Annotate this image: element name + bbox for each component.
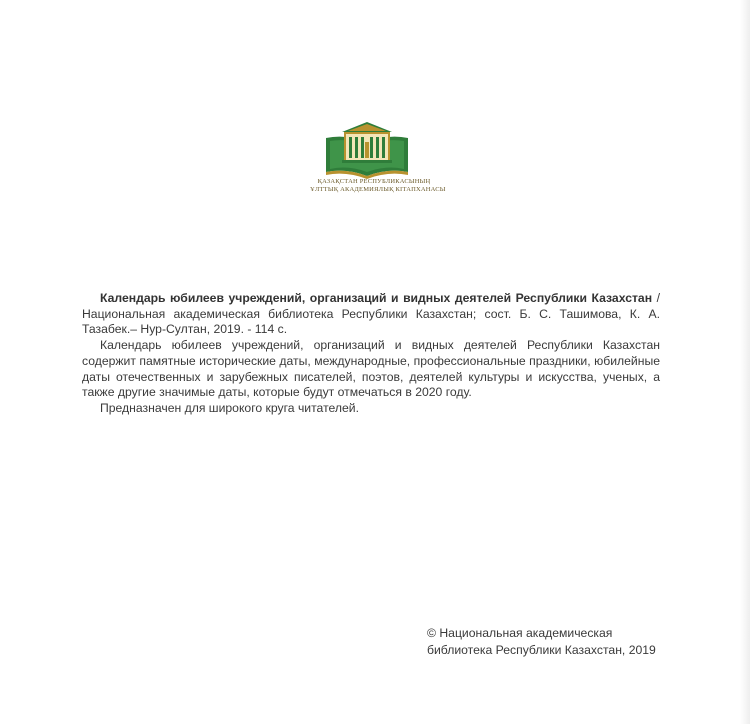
book-title: Календарь юбилеев учреждений, организаций и видных деятелей Республики Казахстан [100,291,653,305]
logo-caption [310,178,446,194]
copyright-notice [427,625,687,659]
library-book-emblem-icon [322,118,412,180]
page-edge-shadow [740,0,750,724]
copyright-line-2: библиотека Республики Казахстан, 2019 [427,643,656,657]
book-audience: Предназначен для широкого круга читателей. [100,400,359,415]
logo-caption-line-1: ҚАЗАҚСТАН РЕСПУБЛИКАСЫНЫҢ [317,178,431,185]
book-imprint: / Национальная академическая библиотека Республики Казахстан; сост. Б. С. Ташимова, К. А. Тазабек.– Нур-Султан, 2019. - 114 с. [82,291,660,337]
copyright-line-1: © Национальная академическая [427,626,613,640]
logo-caption-line-2: ҰЛТТЫҚ АКАДЕМИЯЛЫҚ КІТАПХАНАСЫ [310,186,446,193]
library-logo [310,118,446,198]
bibliographic-record [82,291,660,338]
bibliographic-abstract [82,291,660,417]
book-description: Календарь юбилеев учреждений, организаций и видных деятелей Республики Казахстан содержит памятные исторические даты, международные, профессиональные праздники, юбилейные даты отечественных и зарубежных писателей, поэтов, деятелей культуры и искусства, ученых, а также другие значимые даты, которые будут отмечаться в 2020 году. [82,338,660,400]
